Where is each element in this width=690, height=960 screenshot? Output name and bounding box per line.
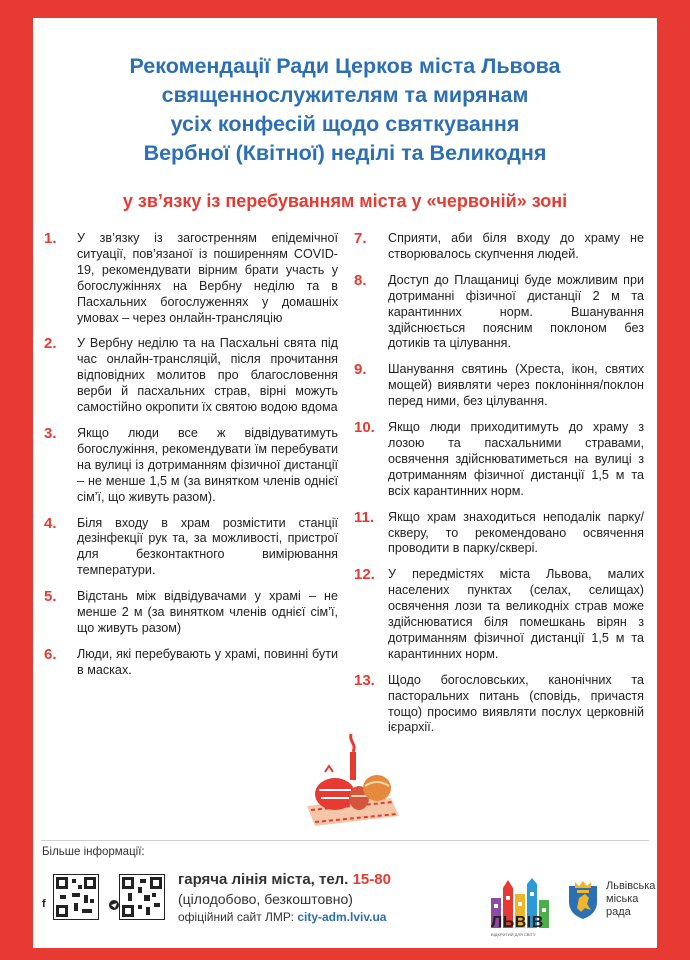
item-number: 3. [44, 424, 57, 442]
city-council-label [606, 880, 655, 919]
item-number: 4. [44, 514, 57, 532]
item-number: 5. [44, 588, 57, 606]
item-number: 6. [44, 645, 57, 663]
council-line-3: рада [606, 906, 631, 918]
item-number: 11. [354, 508, 375, 526]
poster-sheet [33, 18, 657, 948]
council-line-1: Львівська [606, 880, 656, 892]
item-number: 1. [44, 230, 57, 247]
page-title [33, 52, 657, 168]
item-number: 7. [354, 230, 367, 247]
recommendation-item [44, 647, 338, 679]
footer [33, 840, 657, 948]
recommendation-item [354, 510, 644, 558]
item-number: 13. [354, 671, 375, 689]
footer-divider [41, 840, 649, 841]
facebook-qr-code [53, 874, 99, 920]
item-number: 2. [44, 335, 57, 353]
item-text: Якщо храм знаходиться неподалік парку/скверу, то рекомендовано освячення проводити в парку/сквері. [388, 509, 644, 556]
recommendation-item [354, 673, 644, 737]
item-text: Люди, які перебувають у храмі, повинні бути в масках. [77, 646, 338, 677]
item-text: Доступ до Плащаниці буде можливим при дотриманні фізичної дистанції 2 м та карантинних норм. Вшанування здійснюється поясним поклоном без дотиків та цілування. [388, 272, 644, 351]
recommendation-item [354, 567, 644, 662]
lviv-wordmark: ЛЬВІВ [491, 914, 544, 931]
site-link[interactable]: city-adm.lviv.ua [297, 910, 387, 924]
title-line-3: усіх конфесій щодо святкування [170, 112, 520, 136]
title-line-2: священнослужителям та мирянам [161, 83, 529, 107]
item-text: Шанування святинь (Хреста, ікон, святих мощей) виявляти через поклоніння/поклон перед ними, без цілування. [388, 362, 644, 409]
item-number: 10. [354, 419, 375, 437]
hotline-number[interactable]: 15-80 [352, 871, 391, 888]
item-text: Відстань між відвідувачами у храмі – не менше 2 м (за винятком членів однієї сім’ї, що живуть разом) [77, 589, 338, 635]
telegram-icon[interactable] [109, 900, 119, 910]
recommendation-item [354, 273, 644, 353]
hotline-info [178, 870, 478, 926]
recommendation-item [44, 589, 338, 637]
item-text: Сприяти, аби біля входу до храму не створювалось скупчення людей. [388, 231, 644, 261]
lviv-coat-of-arms [567, 880, 599, 920]
site-label: офіційний сайт ЛМР: [178, 910, 294, 924]
easter-basket-illustration [295, 728, 405, 838]
item-text: Біля входу в храм розмістити станції дезінфекції рук та, за можливості, пристрої для безконтактного вимірювання температури. [77, 515, 338, 578]
recommendation-item [44, 336, 338, 416]
item-text: Якщо люди все ж відвідуватимуть богослужіння, рекомендувати їм перебувати на вулиці із дотриманням фізичної дистанції – не менше 1,5 м (за винятком членів однієї сім’ї, що живуть разом). [77, 425, 338, 504]
recommendation-item [44, 426, 338, 506]
more-info-label: Більше інформації: [42, 846, 145, 858]
recommendation-item [44, 516, 338, 580]
recommendation-item [354, 420, 644, 500]
facebook-icon[interactable]: f [42, 898, 46, 910]
hotline-hours: (цілодобово, безкоштовно) [178, 891, 353, 907]
recommendation-item [354, 362, 644, 410]
item-text: У Вербну неділю та на Пасхальні свята під час онлайн-трансляцій, після прочитання відповідних молитов про благословення верби й пасхальних страв, вірні можуть самостійно окропити їх святою водою вдома [77, 336, 338, 415]
council-line-2: міська [606, 893, 639, 905]
hotline-label: гаряча лінія міста, тел. [178, 871, 349, 888]
item-text: Щодо богословських, канонічних та пасторальних питань (сповідь, причастя тощо) просимо виявляти послух церковній ієрархії. [388, 672, 644, 735]
title-line-4: Вербної (Квітної) неділі та Великодня [143, 141, 547, 165]
telegram-qr-code [119, 874, 165, 920]
page-subtitle: у зв’язку із перебуванням міста у «червоній» зоні [122, 191, 568, 211]
item-text: У передмістях міста Львова, малих населених пунктах (селах, селищах) освячення лози та великодніх страв може здійснюватися біля помешкань вірян з дотриманням фізичної дистанції 1,5 м та карантинних норм. [388, 567, 644, 661]
recommendations-left-column [44, 231, 338, 689]
item-number: 8. [354, 271, 367, 289]
item-text: Якщо люди приходитимуть до храму з лозою та пасхальними стравами, освячення здійснюватиметься на вулиці з дотриманням фізичної дистанції 1,5 м та всіх карантинних норм. [388, 420, 644, 498]
recommendation-item [44, 231, 338, 326]
recommendation-item [354, 231, 644, 263]
item-text: У зв’язку із загостренням епідемічної ситуації, пов’язаної із поширенням COVID-19, рекомендувати вірним брати участь у богослужіннях на Вербну неділю та в Пасхальних богослуженнях у домашніх умовах – через онлайн-трансляцію [77, 231, 338, 325]
title-line-1: Рекомендації Ради Церков міста Львова [129, 54, 561, 78]
item-number: 12. [354, 566, 375, 584]
lviv-tagline: ВІДКРИТИЙ ДЛЯ СВІТУ [491, 932, 536, 937]
item-number: 9. [354, 361, 367, 379]
recommendations-right-column [354, 231, 644, 746]
